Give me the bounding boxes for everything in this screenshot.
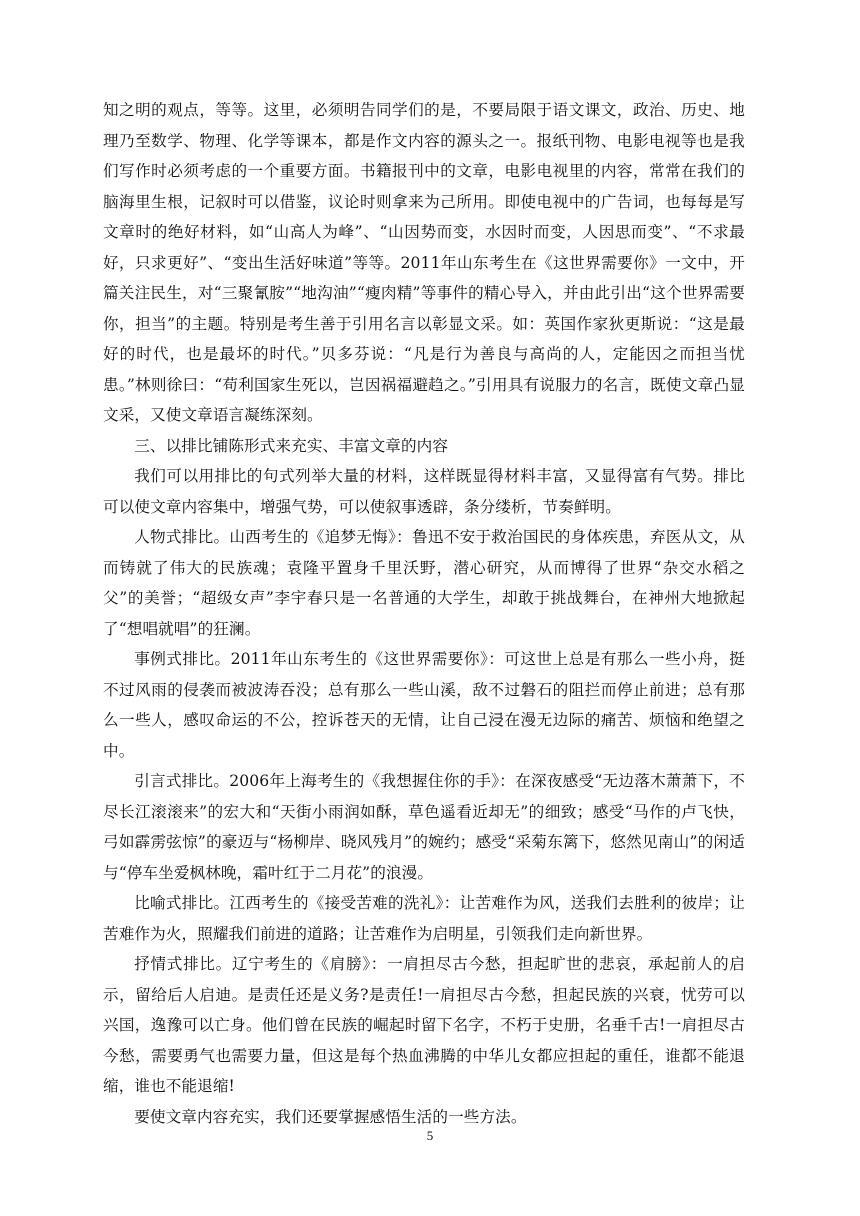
paragraph-sources-of-material: 知之明的观点，等等。这里，必须明告同学们的是，不要局限于语文课文，政治、历史、地理乃至数学、物理、化学等课本，都是作文内容的源头之一。报纸刊物、电影电视等也是我们写作时必须考虑的一个重要方面。书籍报刊中的文章，电影电视里的内容，常常在我们的脑海里生根，记叙时可以借鉴，议论时则拿来为己所用。即使电视中的广告词，也每每是写文章时的绝好材料，如“山高人为峰”、“山因势而变，水因时而变，人因思而变”、“不求最好，只求更好”、“变出生活好味道”等等。2011年山东考生在《这世界需要你》一文中，开篇关注民生，对“三聚氰胺”“地沟油”“瘦肉精”等事件的精心导入，并由此引出“这个世界需要你，担当”的主题。特别是考生善于引用名言以彰显文采。如：英国作家狄更斯说：“这是最好的时代，也是最坏的时代。”贝多芬说：“凡是行为善良与高尚的人，定能因之而担当忧患。”林则徐曰：“苟利国家生死以，岂因祸福避趋之。”引用具有说服力的名言，既使文章凸显文采，又使文章语言凝练深刻。 xyxy=(103,101,745,424)
page-number: 5 xyxy=(426,1128,434,1143)
document-body xyxy=(103,95,745,1132)
paragraph-metaphor-parallelism: 比喻式排比。江西考生的《接受苦难的洗礼》：让苦难作为风，送我们去胜利的彼岸；让苦难作为火，照耀我们前进的道路；让苦难作为启明星，引领我们走向新世界。 xyxy=(103,894,745,943)
paragraph-closing: 要使文章内容充实，我们还要掌握感悟生活的一些方法。 xyxy=(134,1107,527,1126)
paragraph-example-parallelism: 事例式排比。2011年山东考生的《这世界需要你》：可这世上总是有那么一些小舟，挺不过风雨的侵袭而被波涛吞没；总有那么一些山溪，敌不过磐石的阻拦而停止前进；总有那么一些人，感叹命运的不公，控诉苍天的无情，让自己浸在漫无边际的痛苦、烦恼和绝望之中。 xyxy=(103,650,745,760)
paragraph-character-parallelism: 人物式排比。山西考生的《追梦无悔》：鲁迅不安于救治国民的身体疾患，弃医从文，从而铸就了伟大的民族魂；袁隆平置身千里沃野，潜心研究，从而博得了世界“杂交水稻之父”的美誉；“超级女声”李宇春只是一名普通的大学生，却敢于挑战舞台，在神州大地掀起了“想唱就唱”的狂澜。 xyxy=(103,528,745,638)
paragraph-quotation-parallelism: 引言式排比。2006年上海考生的《我想握住你的手》：在深夜感受“无边落木萧萧下，不尽长江滚滚来”的宏大和“天街小雨润如酥，草色遥看近却无”的细致；感受“马作的卢飞快，弓如霹雳弦惊”的豪迈与“杨柳岸、晓风残月”的婉约；感受“采菊东篱下，悠然见南山”的闲适与“停车坐爱枫林晚，霜叶红于二月花”的浪漫。 xyxy=(103,772,745,882)
paragraph-parallelism-intro: 我们可以用排比的句式列举大量的材料，这样既显得材料丰富，又显得富有气势。排比可以使文章内容集中，增强气势，可以使叙事透辟，条分缕析，节奏鲜明。 xyxy=(103,467,745,516)
section-heading-parallelism: 三、以排比铺陈形式来充实、丰富文章的内容 xyxy=(134,436,449,455)
paragraph-lyrical-parallelism: 抒情式排比。辽宁考生的《肩膀》：一肩担尽古今愁，担起旷世的悲哀，承起前人的启示，留给后人启迪。是责任还是义务?是责任!一肩担尽古今愁，担起民族的兴衰，忧劳可以兴国，逸豫可以亡身。他们曾在民族的崛起时留下名字，不朽于史册，名垂千古!一肩担尽古今愁，需要勇气也需要力量，但这是每个热血沸腾的中华儿女都应担起的重任，谁都不能退缩，谁也不能退缩! xyxy=(103,955,745,1095)
